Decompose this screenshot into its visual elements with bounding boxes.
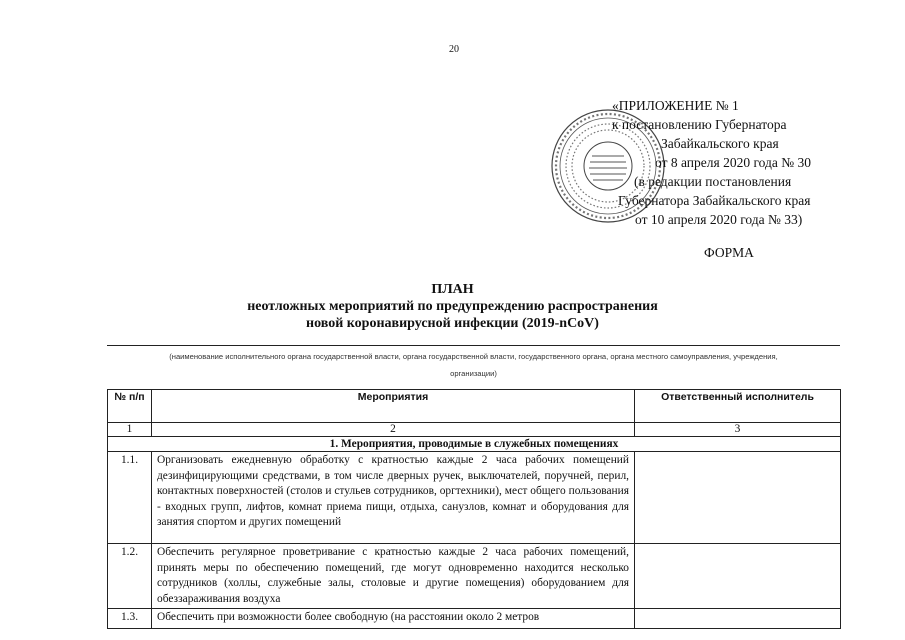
title-line: ПЛАН <box>431 282 474 297</box>
title-line: новой коронавирусной инфекции (2019-nCoV) <box>306 316 599 331</box>
appendix-line: от 8 апреля 2020 года № 30 <box>655 155 812 170</box>
header-num: № п/п <box>108 390 152 423</box>
row-number: 1.1. <box>108 452 152 544</box>
table-row <box>108 609 841 629</box>
header-row <box>108 390 841 423</box>
org-note-line: организации) <box>450 369 497 378</box>
column-number: 2 <box>152 423 635 437</box>
header-activity: Мероприятия <box>152 390 635 423</box>
appendix-line: от 10 апреля 2020 года № 33) <box>635 212 803 227</box>
table-row <box>108 544 841 609</box>
activity-text: Обеспечить регулярное проветривание с кратностью каждые 2 часа рабочих помещений, принять меры по обеспечению помещений, где могут одновременно находится несколько сотрудников (холлы, служебные залы, столовые и другие помещения) оборудованием для обеззараживания воздуха <box>152 544 635 609</box>
header-responsible: Ответственный исполнитель <box>635 390 841 423</box>
appendix-line: Губернатора Забайкальского края <box>618 193 811 208</box>
org-note-line: (наименование исполнительного органа государственной власти, органа государственной власти, государственного органа, органа местного самоуправления, учреждения, <box>169 352 778 361</box>
column-number-row <box>108 423 841 437</box>
activity-text: Обеспечить при возможности более свободную (на расстоянии около 2 метров <box>152 609 635 629</box>
row-number: 1.3. <box>108 609 152 629</box>
appendix-block <box>612 96 852 229</box>
appendix-line: Забайкальского края <box>661 136 779 151</box>
appendix-line: к постановлению Губернатора <box>612 117 787 132</box>
table-row <box>108 452 841 544</box>
title-line: неотложных мероприятий по предупреждению распространения <box>247 299 658 314</box>
form-label: ФОРМА <box>704 245 754 260</box>
responsible-cell <box>635 544 841 609</box>
section-title: 1. Мероприятия, проводимые в служебных помещениях <box>108 437 841 452</box>
document-title <box>0 281 905 332</box>
appendix-line: (в редакции постановления <box>634 174 792 189</box>
activity-text: Организовать ежедневную обработку с кратностью каждые 2 часа рабочих помещений дезинфицирующими средствами, в том числе дверных ручек, выключателей, поручней, перил, контактных поверхностей (столов и стульев сотрудников, оргтехники), мест общего пользования - входных групп, лифтов, комнат приема пищи, отдыха, санузлов, комнат и оборудования для занятия спортом и других помещений <box>152 452 635 544</box>
plan-table <box>107 389 841 629</box>
responsible-cell <box>635 452 841 544</box>
page-number: 20 <box>449 44 459 55</box>
org-note <box>110 348 837 382</box>
row-number: 1.2. <box>108 544 152 609</box>
responsible-cell <box>635 609 841 629</box>
section-row <box>108 437 841 452</box>
appendix-line: «ПРИЛОЖЕНИЕ № 1 <box>612 98 739 113</box>
fill-in-line <box>107 345 840 346</box>
column-number: 1 <box>108 423 152 437</box>
column-number: 3 <box>635 423 841 437</box>
